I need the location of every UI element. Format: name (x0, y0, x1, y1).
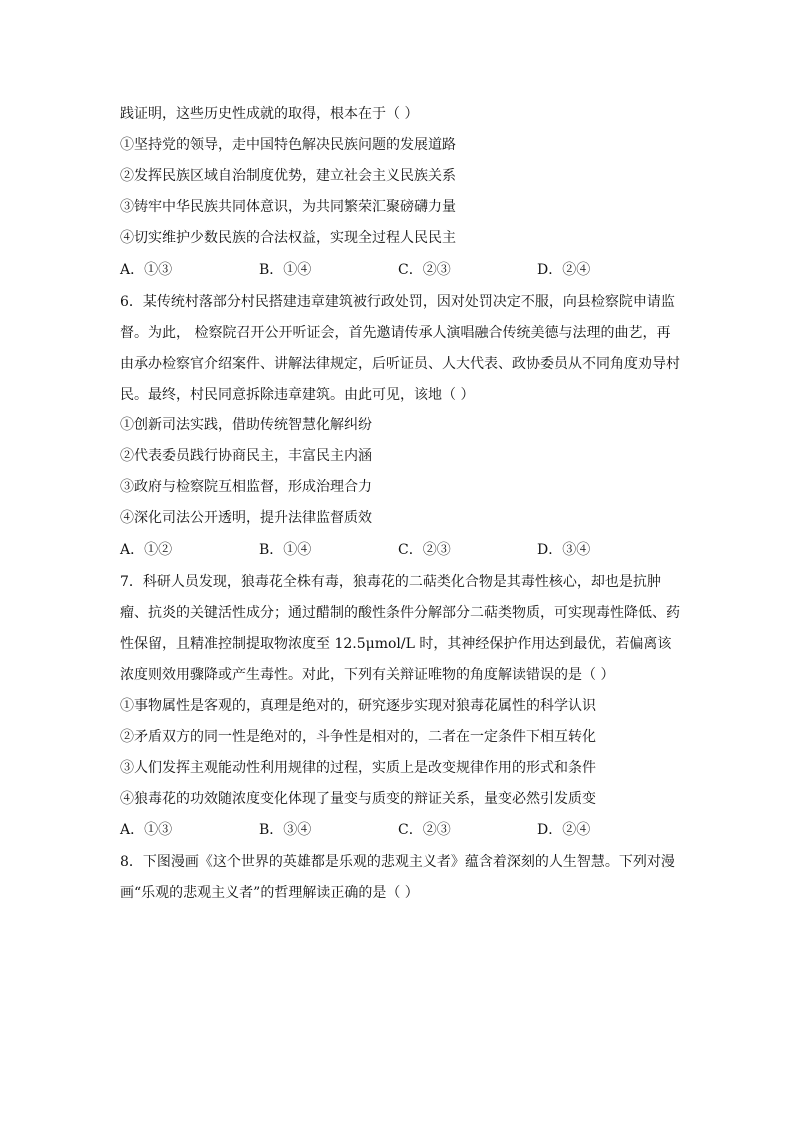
q5-option-b: B．①④ (259, 262, 312, 278)
q8-stem: 8．下图漫画《这个世界的英雄都是乐观的悲观主义者》蕴含着深刻的人生智慧。下列对漫画“乐观的悲观主义者”的哲理解读正确的是（ ） (120, 854, 675, 901)
q6-item-2: ②代表委员践行协商民主，丰富民主内涵 (120, 448, 372, 464)
q5-option-c: C．②③ (398, 262, 451, 278)
q5-item-3: ③铸牢中华民族共同体意识，为共同繁荣汇聚磅礴力量 (120, 199, 456, 215)
q6-item-1: ①创新司法实践，借助传统智慧化解纠纷 (120, 417, 372, 433)
q5-item-1: ①坚持党的领导，走中国特色解决民族问题的发展道路 (120, 137, 456, 153)
q7-stem: 7．科研人员发现，狼毒花全株有毒，狼毒花的二萜类化合物是其毒性核心，却也是抗肿瘤、抗炎的关键活性成分；通过醋制的酸性条件分解部分二萜类物质，可实现毒性降低、药性保留，且精准控制提取物浓度至 12.5μmol/L 时，其神经保护作用达到最优，若偏离该浓度则效用骤降或产生毒性。对此，下列有关辩证唯物的角度解读错误的是（ ） (120, 574, 680, 683)
q6-item-3: ③政府与检察院互相监督，形成治理合力 (120, 479, 372, 495)
q7-item-4: ④狼毒花的功效随浓度变化体现了量变与质变的辩证关系，量变必然引发质变 (120, 791, 596, 807)
q6-stem: 6．某传统村落部分村民搭建违章建筑被行政处罚，因对处罚决定不服，向县检察院申请监督。为此， 检察院召开公开听证会，首先邀请传承人演唱融合传统美德与法理的曲艺，再由承办检察官介绍案件、讲解法律规定，后听证员、人大代表、政协委员从不同角度劝导村民。最终，村民同意拆除违章建筑。由此可见，该地（ ） (120, 294, 680, 403)
q7-option-b: B．③④ (259, 822, 312, 838)
q5-option-d: D．②④ (537, 262, 591, 278)
q6-option-b: B．①④ (259, 542, 312, 558)
q6-option-c: C．②③ (398, 542, 451, 558)
q7-option-c: C．②③ (398, 822, 451, 838)
q5-item-2: ②发挥民族区域自治制度优势，建立社会主义民族关系 (120, 168, 456, 184)
q7-item-2: ②矛盾双方的同一性是绝对的，斗争性是相对的，二者在一定条件下相互转化 (120, 729, 596, 745)
q7-option-d: D．②④ (537, 822, 591, 838)
q5-item-4: ④切实维护少数民族的合法权益，实现全过程人民民主 (120, 230, 456, 246)
q7-option-a: A．①③ (120, 822, 173, 838)
q6-option-a: A．①② (120, 542, 173, 558)
q6-option-d: D．③④ (537, 542, 591, 558)
q7-item-1: ①事物属性是客观的，真理是绝对的，研究逐步实现对狼毒花属性的科学认识 (120, 698, 596, 714)
q7-item-3: ③人们发挥主观能动性利用规律的过程，实质上是改变规律作用的形式和条件 (120, 760, 596, 776)
q5-stem-tail: 践证明，这些历史性成就的取得，根本在于（ ） (120, 106, 419, 122)
q5-option-a: A．①③ (120, 262, 173, 278)
q6-item-4: ④深化司法公开透明，提升法律监督质效 (120, 510, 372, 526)
